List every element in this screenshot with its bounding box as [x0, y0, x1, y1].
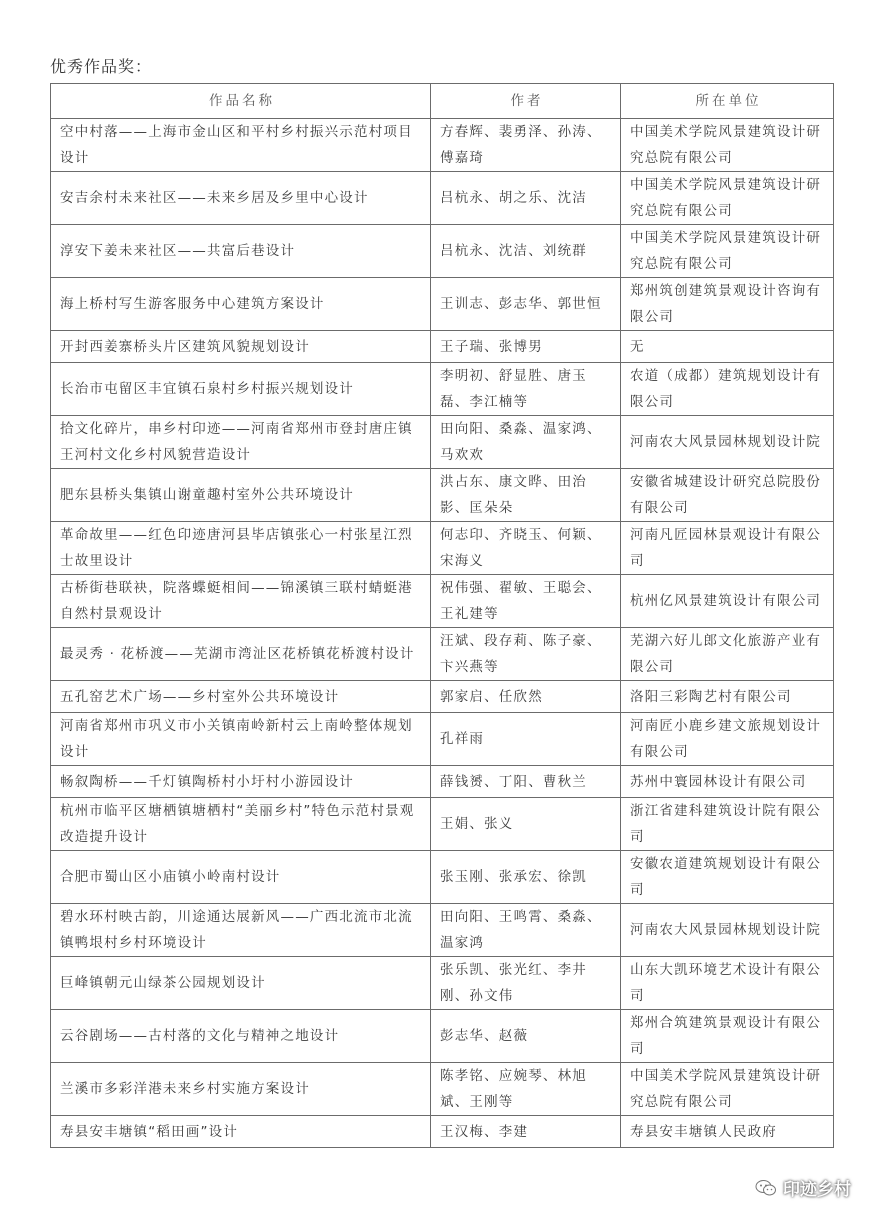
table-body — [51, 119, 834, 1148]
authors-cell: 洪占东、康文晔、田治影、匡朵朵 — [431, 469, 621, 522]
authors-cell: 田向阳、桑淼、温家鸿、马欢欢 — [431, 416, 621, 469]
work-cell: 肥东县桥头集镇山谢童趣村室外公共环境设计 — [51, 469, 431, 522]
unit-cell: 郑州筑创建筑景观设计咨询有限公司 — [621, 278, 834, 331]
authors-cell: 汪斌、段存莉、陈子豪、卞兴燕等 — [431, 628, 621, 681]
table-row — [51, 363, 834, 416]
table-row — [51, 851, 834, 904]
work-cell: 五孔窑艺术广场——乡村室外公共环境设计 — [51, 681, 431, 713]
unit-cell: 杭州亿风景建筑设计有限公司 — [621, 575, 834, 628]
work-cell: 海上桥村写生游客服务中心建筑方案设计 — [51, 278, 431, 331]
unit-cell: 无 — [621, 331, 834, 363]
work-cell: 碧水环村映古韵，川途通达展新风——广西北流市北流镇鸭垠村乡村环境设计 — [51, 904, 431, 957]
table-row — [51, 331, 834, 363]
work-cell: 畅叙陶桥——千灯镇陶桥村小圩村小游园设计 — [51, 766, 431, 798]
work-cell: 革命故里——红色印迹唐河县毕店镇张心一村张星江烈士故里设计 — [51, 522, 431, 575]
authors-cell: 王训志、彭志华、郭世恒 — [431, 278, 621, 331]
table-row — [51, 681, 834, 713]
table-row — [51, 1116, 834, 1148]
table-header — [51, 84, 834, 119]
work-cell: 云谷剧场——古村落的文化与精神之地设计 — [51, 1010, 431, 1063]
table-row — [51, 278, 834, 331]
column-header-authors: 作者 — [431, 84, 621, 119]
table-row — [51, 713, 834, 766]
table-row — [51, 469, 834, 522]
authors-cell: 张玉刚、张承宏、徐凯 — [431, 851, 621, 904]
authors-cell: 薛钱赟、丁阳、曹秋兰 — [431, 766, 621, 798]
work-cell: 拾文化碎片，串乡村印迹——河南省郑州市登封唐庄镇王河村文化乡村风貌营造设计 — [51, 416, 431, 469]
table-row — [51, 957, 834, 1010]
unit-cell: 寿县安丰塘镇人民政府 — [621, 1116, 834, 1148]
watermark — [755, 1175, 851, 1200]
work-cell: 寿县安丰塘镇“稻田画”设计 — [51, 1116, 431, 1148]
work-cell: 开封西姜寨桥头片区建筑风貌规划设计 — [51, 331, 431, 363]
table-row — [51, 798, 834, 851]
authors-cell: 吕杭永、胡之乐、沈洁 — [431, 172, 621, 225]
unit-cell: 中国美术学院风景建筑设计研究总院有限公司 — [621, 172, 834, 225]
unit-cell: 苏州中寰园林设计有限公司 — [621, 766, 834, 798]
work-cell: 巨峰镇朝元山绿茶公园规划设计 — [51, 957, 431, 1010]
unit-cell: 中国美术学院风景建筑设计研究总院有限公司 — [621, 119, 834, 172]
work-cell: 淳安下姜未来社区——共富后巷设计 — [51, 225, 431, 278]
authors-cell: 何志印、齐晓玉、何颖、宋海义 — [431, 522, 621, 575]
table-row — [51, 766, 834, 798]
work-cell: 兰溪市多彩洋港未来乡村实施方案设计 — [51, 1063, 431, 1116]
authors-cell: 张乐凯、张光红、李井刚、孙文伟 — [431, 957, 621, 1010]
unit-cell: 河南凡匠园林景观设计有限公司 — [621, 522, 834, 575]
table-row — [51, 416, 834, 469]
authors-cell: 田向阳、王鸣霄、桑淼、温家鸿 — [431, 904, 621, 957]
table-row — [51, 172, 834, 225]
unit-cell: 河南农大风景园林规划设计院 — [621, 904, 834, 957]
authors-cell: 郭家启、任欣然 — [431, 681, 621, 713]
work-cell: 古桥街巷联袂，院落蝶蜓相间——锦溪镇三联村蜻蜓港自然村景观设计 — [51, 575, 431, 628]
table-row — [51, 119, 834, 172]
watermark-text: 印迹乡村 — [783, 1180, 851, 1200]
unit-cell: 河南匠小鹿乡建文旅规划设计有限公司 — [621, 713, 834, 766]
column-header-unit: 所在单位 — [621, 84, 834, 119]
unit-cell: 浙江省建科建筑设计院有限公司 — [621, 798, 834, 851]
table-row — [51, 225, 834, 278]
table-row — [51, 904, 834, 957]
authors-cell: 吕杭永、沈洁、刘统群 — [431, 225, 621, 278]
table-row — [51, 1063, 834, 1116]
work-cell: 最灵秀 · 花桥渡——芜湖市湾沚区花桥镇花桥渡村设计 — [51, 628, 431, 681]
authors-cell: 陈孝铭、应婉琴、林旭斌、王刚等 — [431, 1063, 621, 1116]
column-header-work: 作品名称 — [51, 84, 431, 119]
unit-cell: 洛阳三彩陶艺村有限公司 — [621, 681, 834, 713]
table-row — [51, 628, 834, 681]
unit-cell: 芜湖六好儿郎文化旅游产业有限公司 — [621, 628, 834, 681]
section-heading: 优秀作品奖： — [50, 57, 153, 76]
unit-cell: 安徽农道建筑规划设计有限公司 — [621, 851, 834, 904]
table-header-row — [51, 84, 834, 119]
authors-cell: 祝伟强、翟敏、王聪会、王礼建等 — [431, 575, 621, 628]
work-cell: 空中村落——上海市金山区和平村乡村振兴示范村项目设计 — [51, 119, 431, 172]
unit-cell: 农道（成都）建筑规划设计有限公司 — [621, 363, 834, 416]
work-cell: 安吉余村未来社区——未来乡居及乡里中心设计 — [51, 172, 431, 225]
table-row — [51, 1010, 834, 1063]
table-row — [51, 575, 834, 628]
table-row — [51, 522, 834, 575]
authors-cell: 方春辉、裴勇泽、孙涛、傅嘉琦 — [431, 119, 621, 172]
authors-cell: 王汉梅、李建 — [431, 1116, 621, 1148]
unit-cell: 中国美术学院风景建筑设计研究总院有限公司 — [621, 225, 834, 278]
wechat-icon — [755, 1179, 777, 1197]
work-cell: 合肥市蜀山区小庙镇小岭南村设计 — [51, 851, 431, 904]
work-cell: 杭州市临平区塘栖镇塘栖村“美丽乡村”特色示范村景观改造提升设计 — [51, 798, 431, 851]
authors-cell: 李明初、舒显胜、唐玉磊、李江楠等 — [431, 363, 621, 416]
authors-cell: 王子瑞、张博男 — [431, 331, 621, 363]
unit-cell: 安徽省城建设计研究总院股份有限公司 — [621, 469, 834, 522]
unit-cell: 中国美术学院风景建筑设计研究总院有限公司 — [621, 1063, 834, 1116]
awards-table — [50, 83, 834, 1148]
unit-cell: 河南农大风景园林规划设计院 — [621, 416, 834, 469]
authors-cell: 孔祥雨 — [431, 713, 621, 766]
authors-cell: 王娟、张义 — [431, 798, 621, 851]
unit-cell: 郑州合筑建筑景观设计有限公司 — [621, 1010, 834, 1063]
unit-cell: 山东大凯环境艺术设计有限公司 — [621, 957, 834, 1010]
work-cell: 河南省郑州市巩义市小关镇南岭新村云上南岭整体规划设计 — [51, 713, 431, 766]
authors-cell: 彭志华、赵薇 — [431, 1010, 621, 1063]
work-cell: 长治市屯留区丰宜镇石泉村乡村振兴规划设计 — [51, 363, 431, 416]
